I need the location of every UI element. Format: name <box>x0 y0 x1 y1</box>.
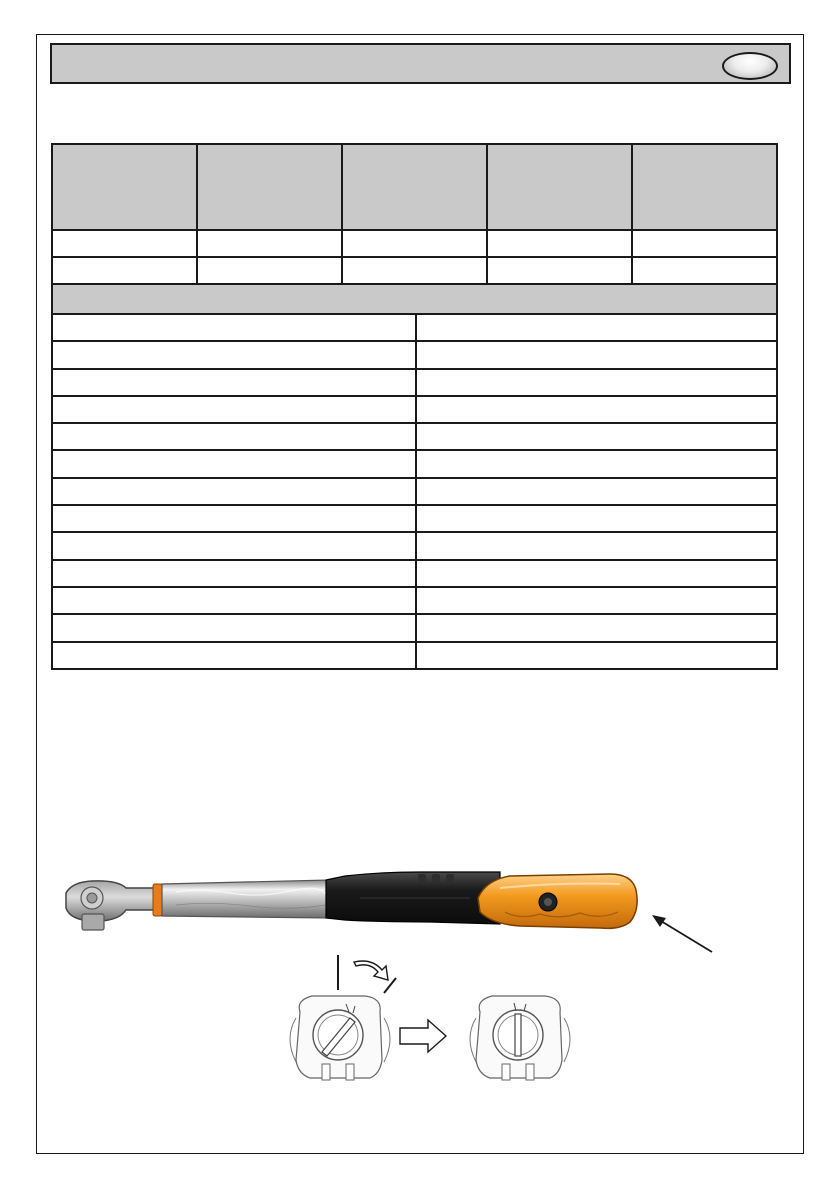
end-cap-after <box>470 996 570 1080</box>
pointer-arrow <box>652 915 712 952</box>
wrench-shaft <box>162 880 330 918</box>
rotate-arrow-icon <box>354 961 388 980</box>
orange-grip <box>478 874 637 928</box>
transition-arrow-icon <box>400 1020 446 1052</box>
end-cap-before <box>290 996 390 1080</box>
black-handle <box>326 872 500 924</box>
diagonal-position-mark <box>384 978 396 993</box>
collar-ring <box>153 884 162 916</box>
ratchet-head <box>66 881 160 930</box>
